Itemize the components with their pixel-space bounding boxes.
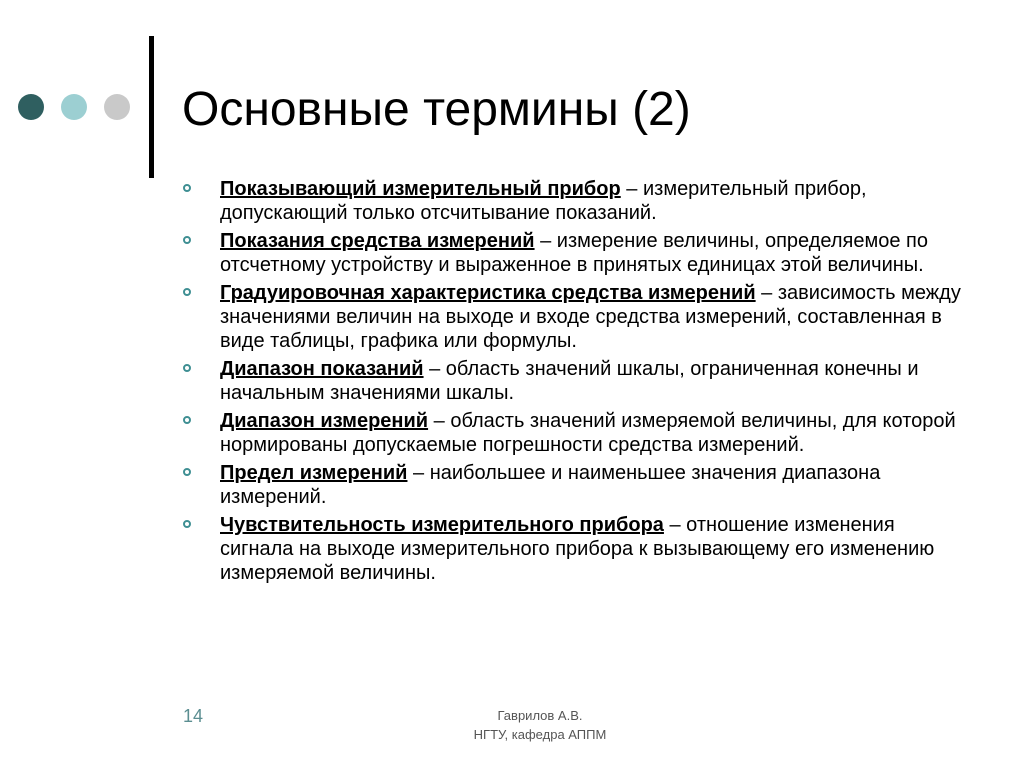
title-divider-bar bbox=[149, 36, 154, 178]
term-description: – область значений измеряемой величины, для которой нормированы допускаемые погрешности средства измерений. bbox=[220, 410, 956, 456]
term-description: – зависимость между значениями величин на выходе и входе средства измерений, составленная в виде таблицы, графика или формулы. bbox=[220, 282, 961, 352]
term-label: Градуировочная характеристика средства измерений bbox=[220, 282, 756, 304]
decorative-dots bbox=[0, 0, 140, 200]
light-teal-dot bbox=[61, 94, 87, 120]
bullet-icon bbox=[183, 416, 191, 424]
bullet-icon bbox=[183, 520, 191, 528]
list-item bbox=[182, 281, 972, 353]
term-label: Диапазон показаний bbox=[220, 358, 424, 380]
bullet-icon bbox=[183, 236, 191, 244]
term-label: Чувствительность измерительного прибора bbox=[220, 514, 664, 536]
bullet-icon bbox=[183, 288, 191, 296]
footer-department: НГТУ, кафедра АППМ bbox=[473, 727, 607, 742]
dark-teal-dot bbox=[18, 94, 44, 120]
list-item bbox=[182, 229, 972, 277]
bullet-icon bbox=[183, 364, 191, 372]
term-label: Показания средства измерений bbox=[220, 230, 535, 252]
list-item bbox=[182, 357, 972, 405]
list-item bbox=[182, 177, 972, 225]
list-item bbox=[182, 409, 972, 457]
bullet-icon bbox=[183, 468, 191, 476]
term-description: – измерение величины, определяемое по отсчетному устройству и выраженное в принятых единицах этой величины. bbox=[220, 230, 928, 276]
slide-number: 14 bbox=[183, 706, 204, 726]
bullet-icon bbox=[183, 184, 191, 192]
term-label: Диапазон измерений bbox=[220, 410, 429, 432]
term-description: – область значений шкалы, ограниченная конечны и начальным значениями шкалы. bbox=[220, 358, 919, 404]
grey-dot bbox=[104, 94, 130, 120]
list-item bbox=[182, 461, 972, 509]
term-description: – отношение изменения сигнала на выходе измерительного прибора к вызывающему его изменению измеряемой величины. bbox=[220, 514, 935, 584]
term-description: – наибольшее и наименьшее значения диапазона измерений. bbox=[220, 462, 881, 508]
term-label: Предел измерений bbox=[220, 462, 408, 484]
term-label: Показывающий измерительный прибор bbox=[220, 178, 621, 200]
footer-author: Гаврилов А.В. bbox=[497, 708, 583, 723]
slide-footer bbox=[420, 706, 660, 744]
terms-list bbox=[182, 177, 972, 589]
term-description: – измерительный прибор, допускающий только отсчитывание показаний. bbox=[220, 178, 867, 224]
list-item bbox=[182, 513, 972, 585]
slide-title: Основные термины (2) bbox=[182, 83, 691, 136]
